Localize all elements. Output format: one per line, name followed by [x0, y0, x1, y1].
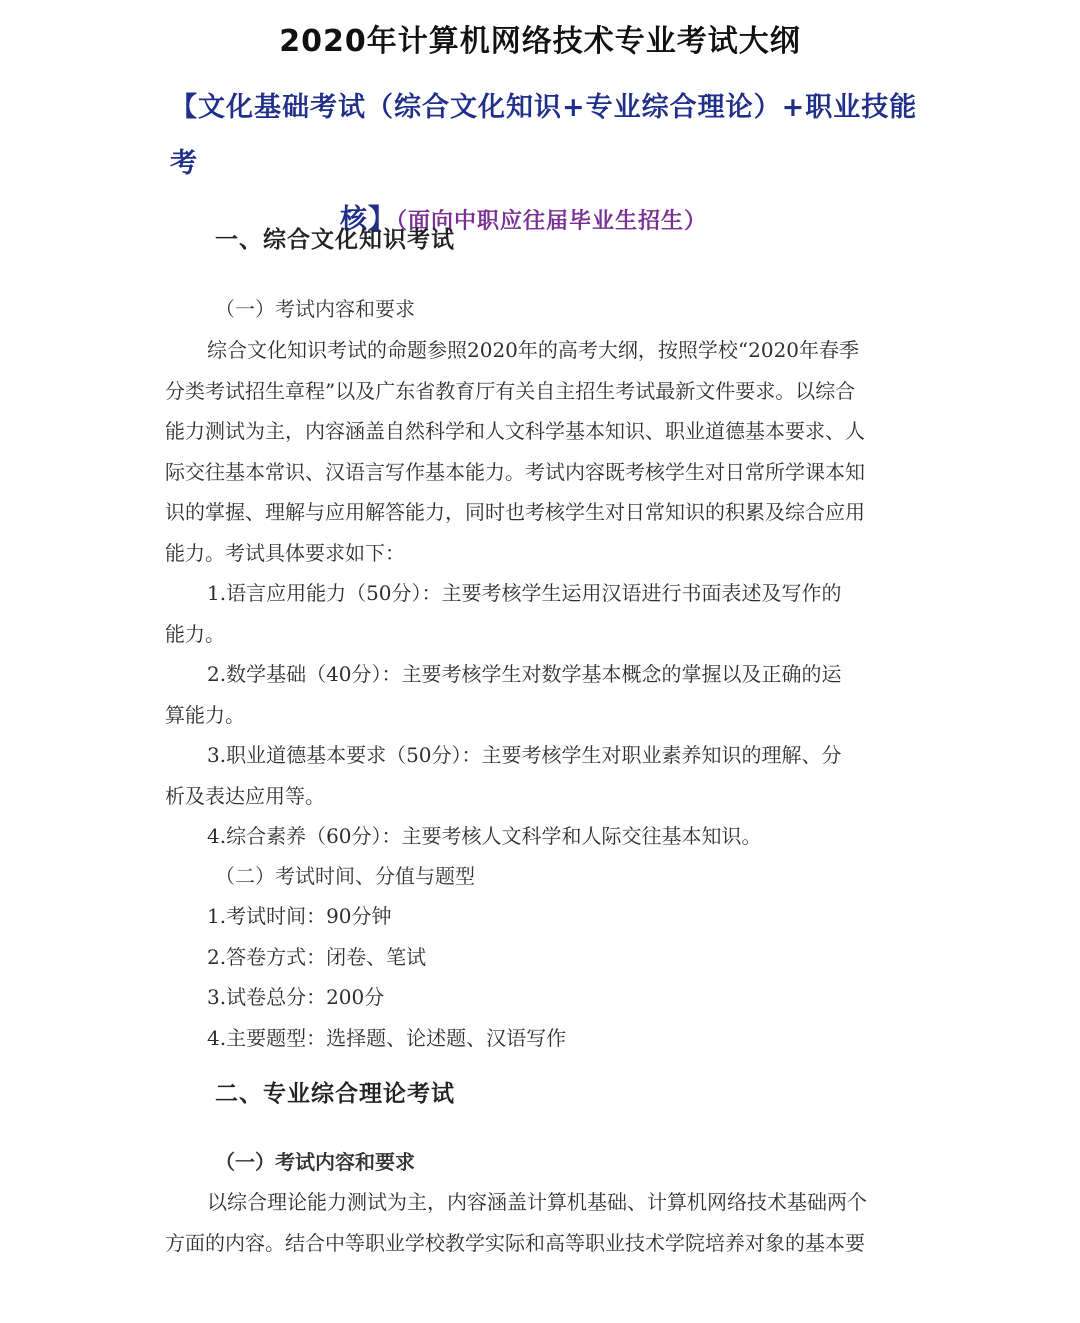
section-2-subheading-1: （一）考试内容和要求 [215, 1150, 415, 1174]
document-title: 2020年计算机网络技术专业考试大纲 [279, 24, 801, 59]
section-2-heading: 二、专业综合理论考试 [215, 1081, 455, 1107]
paragraph-line: 能力测试为主，内容涵盖自然科学和人文科学基本知识、职业道德基本要求、人 [165, 419, 865, 443]
paragraph-line: 能力。考试具体要求如下： [165, 540, 405, 565]
requirement-item-4: 4.综合素养（60分）：主要考核人文科学和人际交往基本知识。 [207, 824, 762, 848]
section-2-intro-paragraph [165, 1182, 925, 1263]
paragraph-line: 分类考试招生章程”以及广东省教育厅有关自主招生考试最新文件要求。以综合 [165, 378, 856, 403]
section-1-subheading-1: （一）考试内容和要求 [215, 297, 415, 321]
section-1-subheading-2: （二）考试时间、分值与题型 [215, 864, 475, 888]
exam-info-item: 1.考试时间：90分钟 [207, 904, 392, 928]
exam-info-item: 2.答卷方式：闭卷、笔试 [207, 944, 427, 969]
paragraph-line: 识的掌握、理解与应用解答能力，同时也考核学生对日常知识的积累及综合应用 [165, 500, 865, 524]
exam-info-list [165, 896, 925, 1058]
requirement-item-1: 1.语言应用能力（50分）：主要考核学生运用汉语进行书面表述及写作的 能力。 [165, 581, 842, 646]
exam-info-item: 4.主要题型：选择题、论述题、汉语写作 [207, 1025, 567, 1050]
exam-info-item: 3.试卷总分：200分 [207, 985, 385, 1009]
audience-note: （面向中职应往届毕业生招生） [396, 209, 708, 234]
subtitle-line-1: 【文化基础考试（综合文化知识+专业综合理论）+职业技能考 [170, 92, 918, 179]
requirement-item-2: 2.数学基础（40分）：主要考核学生对数学基本概念的掌握以及正确的运 算能力。 [165, 662, 842, 727]
section-1-heading: 一、综合文化知识考试 [215, 227, 455, 253]
paragraph-line: 以综合理论能力测试为主，内容涵盖计算机基础、计算机网络技术基础两个 [207, 1190, 867, 1214]
paragraph-line: 际交往基本常识、汉语言写作基本能力。考试内容既考核学生对日常所学课本知 [165, 459, 865, 484]
paragraph-line: 综合文化知识考试的命题参照2020年的高考大纲，按照学校“2020年春季 [207, 338, 860, 362]
section-1-intro-paragraph [165, 330, 925, 573]
paragraph-line: 方面的内容。结合中等职业学校教学实际和高等职业技术学院培养对象的基本要 [165, 1230, 865, 1255]
subtitle-line-2: 核】（面向中职应往届毕业生招生） [340, 204, 708, 235]
requirement-item-3: 3.职业道德基本要求（50分）：主要考核学生对职业素养知识的理解、分 析及表达应用等。 [165, 743, 842, 808]
